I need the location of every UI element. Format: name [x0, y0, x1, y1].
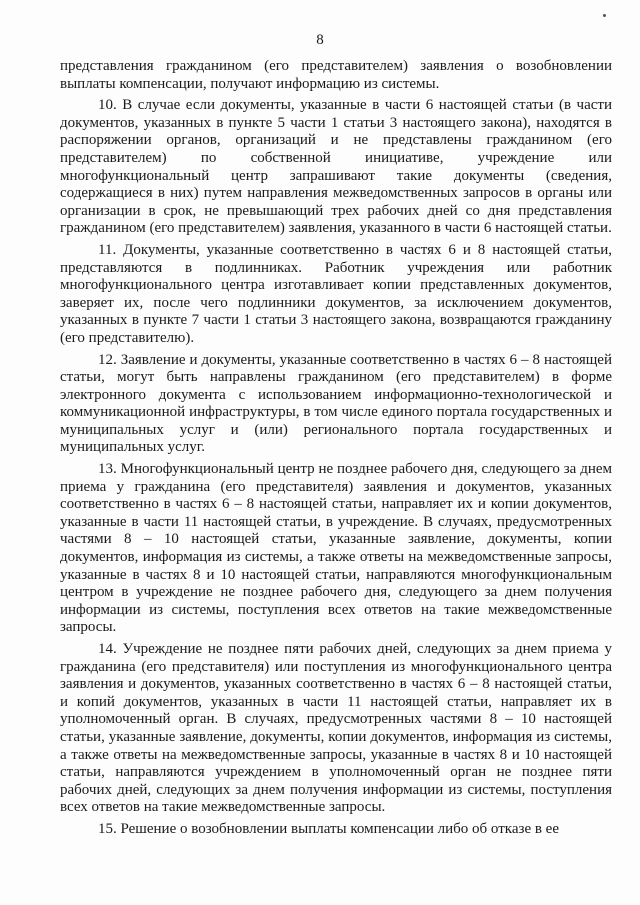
paragraph-10: 10. В случае если документы, указанные в части 6 настоящей статьи (в части документов, указанных в пункте 5 части 1 статьи 3 настоящего закона), находятся в распоряжении органов, организаций и не представлены гражданином (его представителем) по собственной инициативе, учреждение или многофункциональный центр запрашивают такие документы (сведения, содержащиеся в них) путем направления межведомственных запросов в органы или организации в срок, не превышающий трех рабочих дней со дня представления гражданином (его представителем) заявления, указанного в части 6 настоящей статьи. [60, 97, 612, 237]
paragraph-continuation: представления гражданином (его представителем) заявления о возобновлении выплаты компенсации, получают информацию из системы. [60, 58, 612, 92]
scan-speck [603, 14, 606, 17]
paragraph-15: 15. Решение о возобновлении выплаты компенсации либо об отказе в ее [98, 820, 559, 837]
paragraph-13: 13. Многофункциональный центр не позднее рабочего дня, следующего за днем приема у гражданина (его представителя) заявления и документов, указанных соответственно в частях 6 – 8 настоящей статьи, направляет их и копии документов, указанные в части 11 настоящей статьи, в учреждение. В случаях, предусмотренных частями 8 – 10 настоящей статьи, указанные заявление, документы, копии документов, информация из системы, а также ответы на межведомственные запросы, указанные в частях 8 и 10 настоящей статьи, направляются многофункциональным центром в учреждение не позднее рабочего дня, следующего за днем получения информации из системы, поступления всех ответов на такие межведомственные запросы. [60, 461, 612, 636]
paragraph-11: 11. Документы, указанные соответственно в частях 6 и 8 настоящей статьи, представляются в подлинниках. Работник учреждения или работник многофункционального центра изготавливает копии представленных документов, заверяет их, после чего подлинники документов, за исключением документов, указанных в пункте 7 части 1 статьи 3 настоящего закона, возвращаются гражданину (его представителю). [60, 241, 612, 346]
paragraph-12: 12. Заявление и документы, указанные соответственно в частях 6 – 8 настоящей статьи, могут быть направлены гражданином (его представителем) в форме электронного документа с использованием информационно-технологической и коммуникационной инфраструктуры, в том числе единого портала государственных и муниципальных услуг и (или) регионального портала государственных и муниципальных услуг. [60, 351, 612, 456]
document-body [60, 58, 612, 843]
paragraph-14: 14. Учреждение не позднее пяти рабочих дней, следующих за днем приема у гражданина (его представителя) или поступления из многофункционального центра заявления и документов, указанных соответственно в частях 6 – 8 настоящей статьи, и копий документов, указанных в части 11 настоящей статьи, направляет их в уполномоченный орган. В случаях, предусмотренных частями 8 – 10 настоящей статьи, указанные заявление, документы, копии документов, информация из системы, а также ответы на межведомственные запросы, указанные в частях 8 и 10 настоящей статьи, направляются учреждением в уполномоченный орган не позднее пяти рабочих дней, следующих за днем получения информации из системы, поступления всех ответов на такие межведомственные запросы. [60, 641, 612, 816]
page-number: 8 [316, 32, 324, 48]
